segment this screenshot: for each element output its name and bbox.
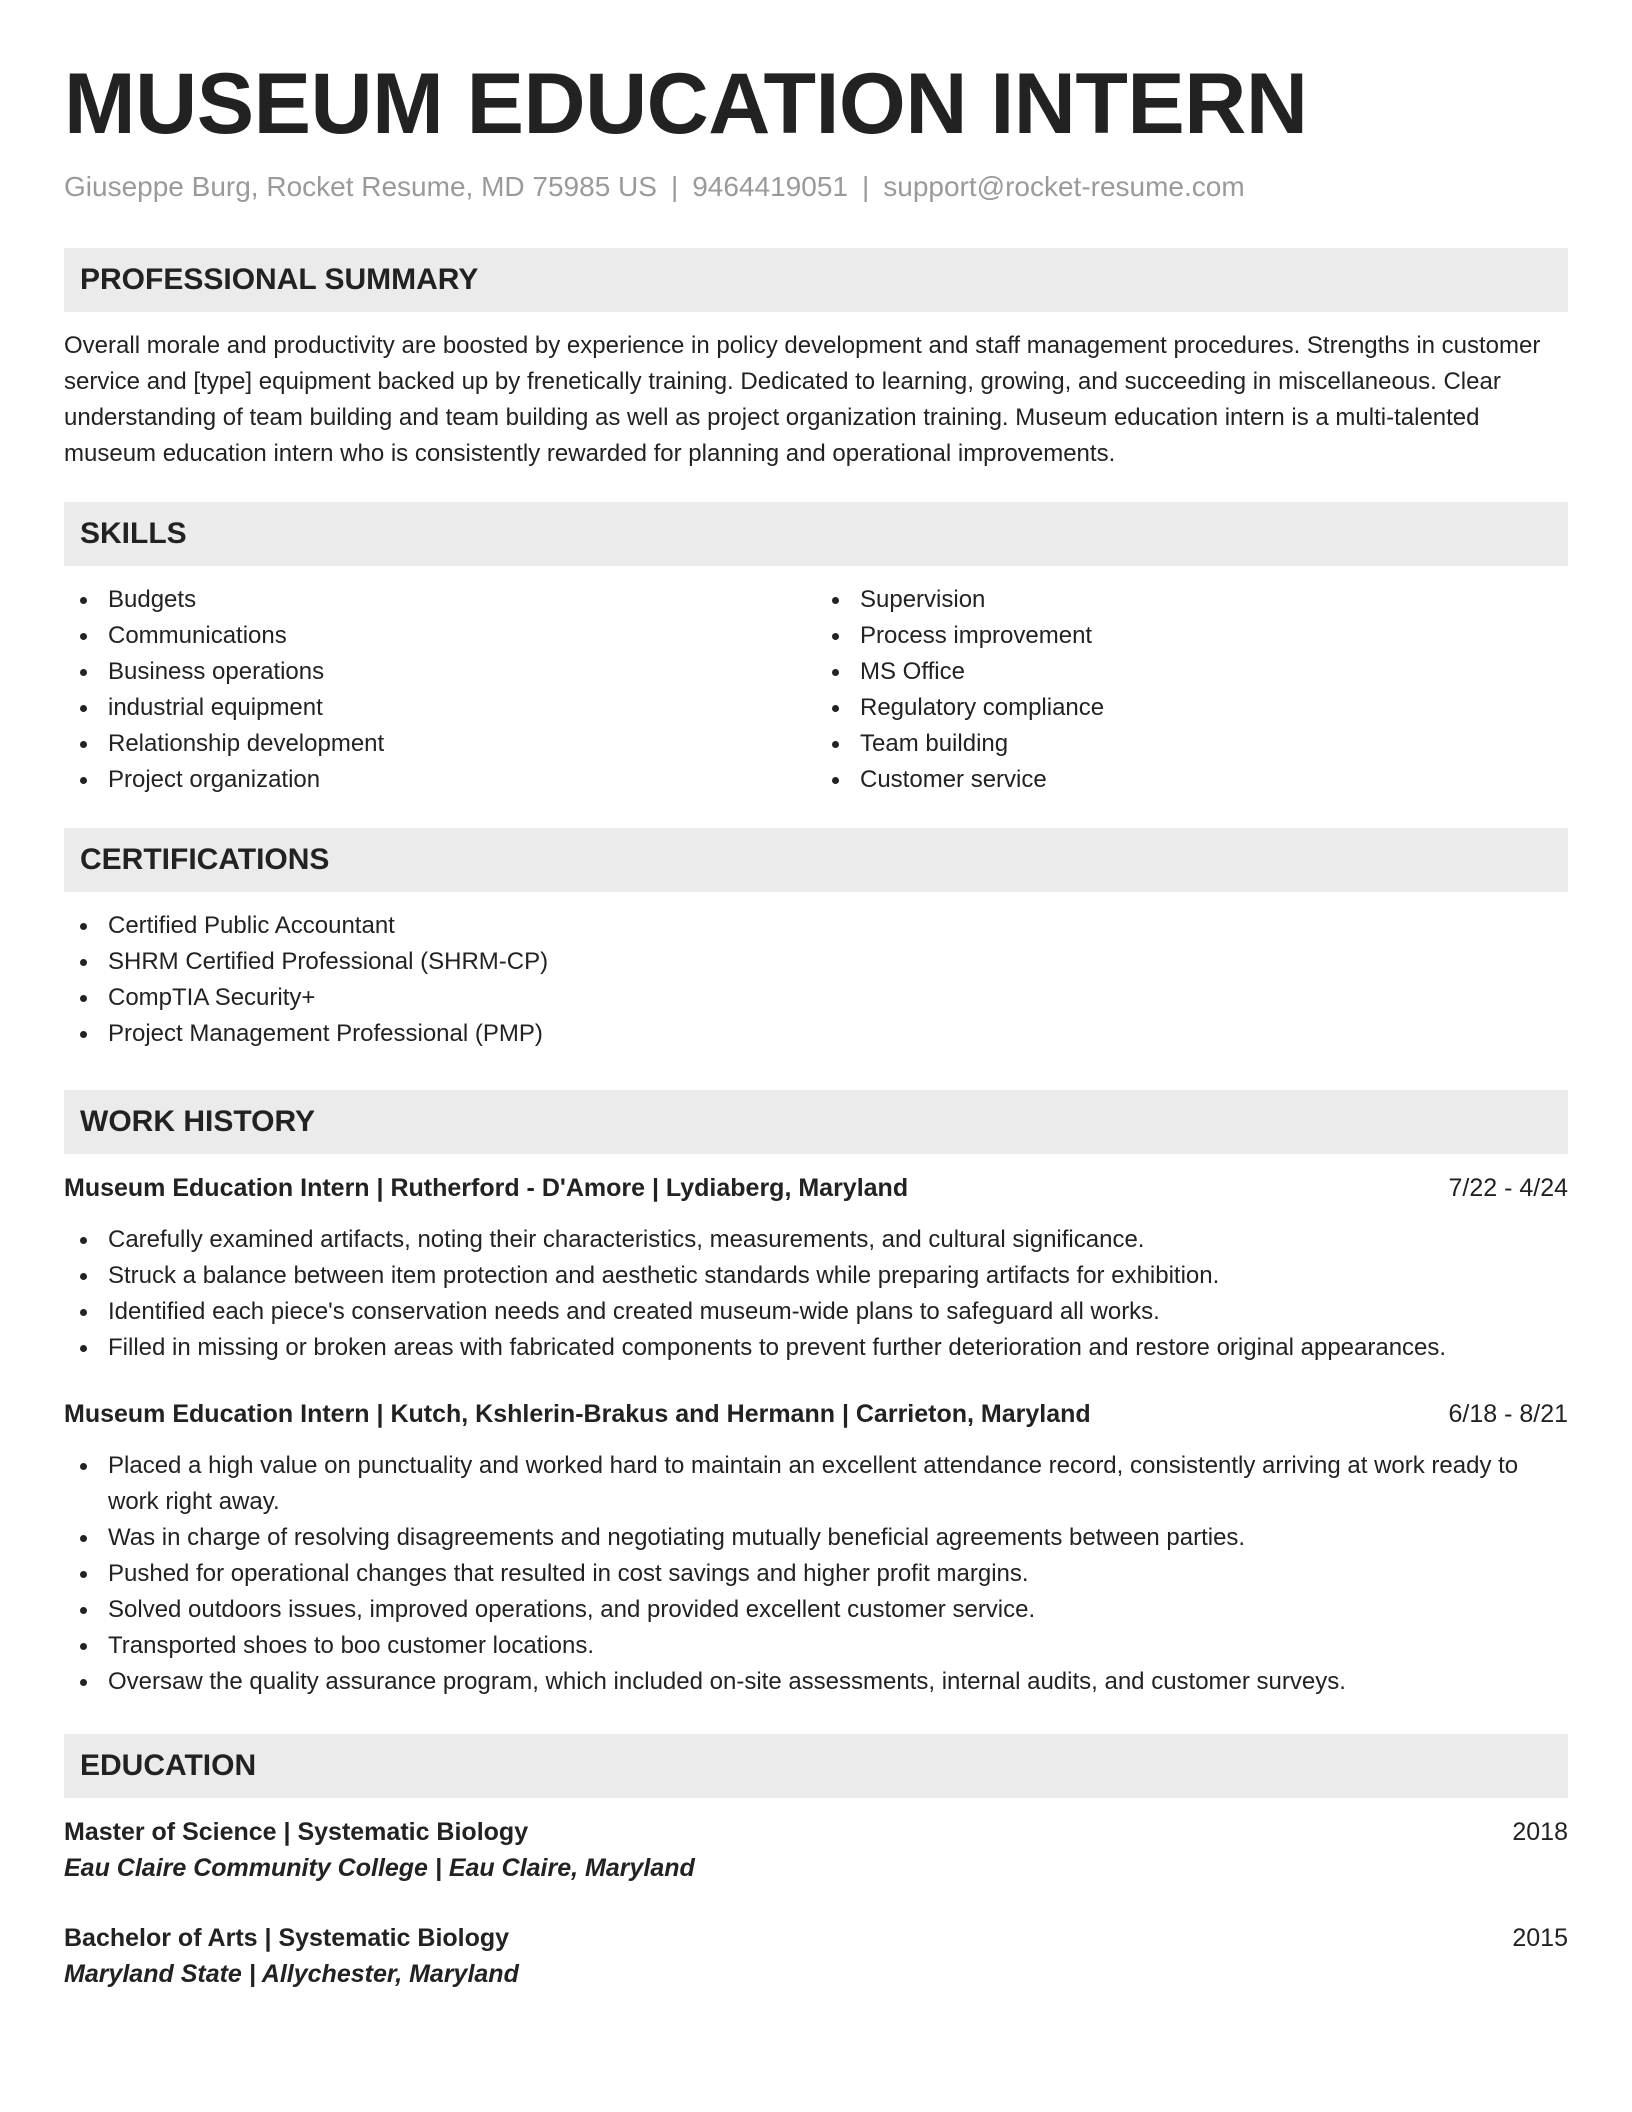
skill-item: Regulatory compliance <box>816 690 1568 726</box>
job-title: Museum Education Intern | Rutherford - D'Amore | Lydiaberg, Maryland <box>64 1174 909 1202</box>
education-heading-row <box>64 1814 1568 1850</box>
contact-phone: 9464419051 <box>692 171 848 202</box>
certification-item: SHRM Certified Professional (SHRM-CP) <box>64 944 1568 980</box>
certification-item: Project Management Professional (PMP) <box>64 1016 1568 1052</box>
skill-item: Relationship development <box>64 726 816 762</box>
contact-email: support@rocket-resume.com <box>883 171 1245 202</box>
section-header-work-history: WORK HISTORY <box>64 1090 1568 1154</box>
job-bullet: Solved outdoors issues, improved operations, and provided excellent customer service. <box>64 1592 1568 1628</box>
job-entry <box>64 1170 1568 1366</box>
section-header-skills: SKILLS <box>64 502 1568 566</box>
summary-text: Overall morale and productivity are boosted by experience in policy development and staff management procedures. Strengths in customer service and [type] equipment backed up by frenetically training. Dedicated to learning, growing, and succeeding in miscellaneous. Clear understanding of team building and team building as well as project organization training. Museum education intern is a multi-talented museum education intern who is consistently rewarded for planning and operational improvements. <box>64 332 1541 467</box>
education-year: 2015 <box>1512 1924 1568 1952</box>
job-bullets <box>64 1448 1568 1700</box>
education-degree: Master of Science | Systematic Biology <box>64 1818 529 1846</box>
skill-item: Communications <box>64 618 816 654</box>
contact-separator: | <box>861 171 870 202</box>
contact-line <box>64 170 1568 204</box>
skill-item: industrial equipment <box>64 690 816 726</box>
job-bullets <box>64 1222 1568 1366</box>
skill-item: MS Office <box>816 654 1568 690</box>
job-title: Museum Education Intern | Kutch, Kshlerin-Brakus and Hermann | Carrieton, Maryland <box>64 1400 1091 1428</box>
certification-item: Certified Public Accountant <box>64 908 1568 944</box>
contact-separator: | <box>670 171 679 202</box>
job-heading-row <box>64 1396 1568 1432</box>
education-school: Maryland State | Allychester, Maryland <box>64 1960 519 1988</box>
skill-item: Project organization <box>64 762 816 798</box>
section-header-summary: PROFESSIONAL SUMMARY <box>64 248 1568 312</box>
education-entry <box>64 1814 1568 1886</box>
skills-list-left <box>64 582 816 798</box>
education-entry <box>64 1920 1568 1992</box>
skills-columns <box>64 582 1568 798</box>
job-bullet: Transported shoes to boo customer locations. <box>64 1628 1568 1664</box>
job-bullet: Identified each piece's conservation needs and created museum-wide plans to safeguard all works. <box>64 1294 1568 1330</box>
job-bullet: Placed a high value on punctuality and worked hard to maintain an excellent attendance record, consistently arriving at work ready to work right away. <box>64 1448 1568 1520</box>
skill-item: Customer service <box>816 762 1568 798</box>
education-degree: Bachelor of Arts | Systematic Biology <box>64 1924 510 1952</box>
education-school: Eau Claire Community College | Eau Claire, Maryland <box>64 1854 695 1882</box>
skills-list-right <box>816 582 1568 798</box>
job-bullet: Carefully examined artifacts, noting their characteristics, measurements, and cultural significance. <box>64 1222 1568 1258</box>
job-heading-row <box>64 1170 1568 1206</box>
section-header-certifications: CERTIFICATIONS <box>64 828 1568 892</box>
education-year: 2018 <box>1512 1818 1568 1846</box>
skill-item: Business operations <box>64 654 816 690</box>
job-dates: 6/18 - 8/21 <box>1448 1400 1568 1428</box>
education-heading-row <box>64 1920 1568 1956</box>
job-bullet: Struck a balance between item protection and aesthetic standards while preparing artifacts for exhibition. <box>64 1258 1568 1294</box>
contact-address: Giuseppe Burg, Rocket Resume, MD 75985 US <box>64 171 657 202</box>
certifications-list <box>64 908 1568 1052</box>
skill-item: Budgets <box>64 582 816 618</box>
job-bullet: Oversaw the quality assurance program, which included on-site assessments, internal audits, and customer surveys. <box>64 1664 1568 1700</box>
job-bullet: Was in charge of resolving disagreements and negotiating mutually beneficial agreements between parties. <box>64 1520 1568 1556</box>
job-entry <box>64 1396 1568 1700</box>
skill-item: Supervision <box>816 582 1568 618</box>
certification-item: CompTIA Security+ <box>64 980 1568 1016</box>
job-bullet: Pushed for operational changes that resulted in cost savings and higher profit margins. <box>64 1556 1568 1592</box>
resume-title: MUSEUM EDUCATION INTERN <box>64 56 1308 152</box>
section-header-education: EDUCATION <box>64 1734 1568 1798</box>
job-bullet: Filled in missing or broken areas with fabricated components to prevent further deterioration and restore original appearances. <box>64 1330 1568 1366</box>
skill-item: Team building <box>816 726 1568 762</box>
skill-item: Process improvement <box>816 618 1568 654</box>
job-dates: 7/22 - 4/24 <box>1448 1174 1568 1202</box>
